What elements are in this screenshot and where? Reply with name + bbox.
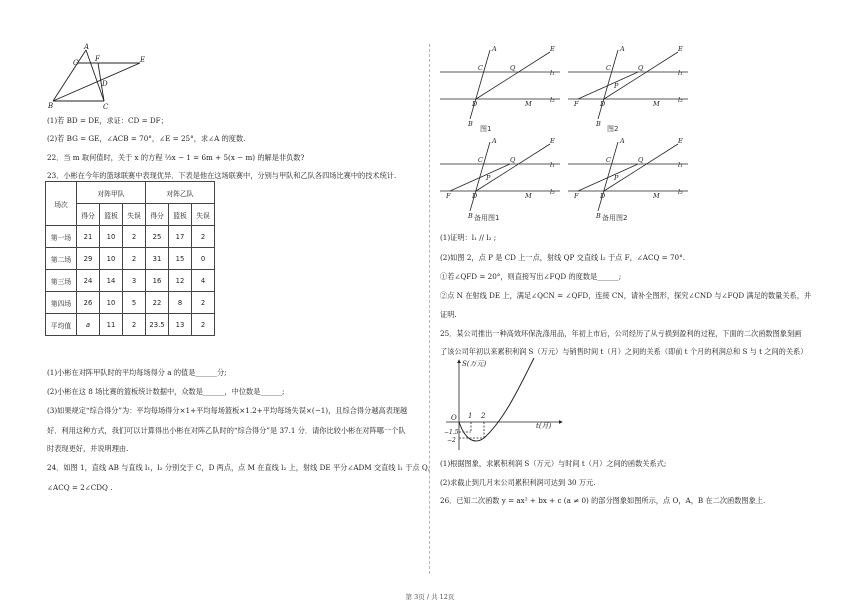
table-cell: 15	[169, 248, 192, 270]
graph-tick-1: 1	[468, 412, 473, 420]
table-row	[46, 248, 215, 270]
table-cell: 2	[123, 248, 146, 270]
q25-line1: 25．某公司推出一种高效环保洗涤用品，年初上市后，公司经历了从亏损到盈利的过程，下面的二次函数图象刻画	[440, 329, 802, 338]
stats-table	[45, 181, 215, 336]
graph-origin: O	[451, 414, 457, 422]
q25-part1: (1)根据图象，求累积利润 S（万元）与时间 t（月）之间的函数关系式;	[440, 459, 667, 468]
table-cell: 2	[192, 292, 215, 314]
svg-text:P: P	[614, 82, 619, 90]
q21-part1: (1)若 BD = DE，求证：CD = DF；	[47, 116, 168, 125]
sub-header: 篮板	[169, 204, 192, 226]
svg-text:E: E	[678, 137, 683, 145]
svg-text:l₂: l₂	[550, 188, 555, 196]
svg-text:Q: Q	[638, 64, 644, 72]
svg-text:B: B	[596, 120, 601, 128]
group-b-header: 对阵乙队	[146, 182, 215, 204]
table-cell: 10	[100, 226, 123, 248]
q23-part1: (1)小彬在对阵甲队时的平均每场得分 a 的值是______分;	[47, 368, 227, 377]
table-cell: 23.5	[146, 314, 169, 336]
svg-text:M: M	[525, 100, 532, 108]
graph-tick-2: 2	[481, 412, 486, 420]
column-divider	[429, 44, 430, 574]
sub-header: 失误	[192, 204, 215, 226]
q24-line2: ∠ACQ = 2∠CDQ .	[47, 483, 113, 492]
table-cell: 16	[146, 270, 169, 292]
q22-text: 22．当 m 取何值时，关于 x 的方程 ⅔x − 1 = 6m + 5(x − m) 的解是非负数?	[47, 153, 305, 162]
table-cell: 2	[123, 226, 146, 248]
figure-1	[440, 44, 565, 134]
table-row	[46, 226, 215, 248]
table-cell: 10	[100, 292, 123, 314]
table-cell: 22	[146, 292, 169, 314]
q23-part3-line3: 时表现更好，并说明理由.	[47, 444, 129, 453]
table-cell: 第四场	[46, 292, 77, 314]
table-corner: 场次	[46, 182, 77, 226]
table-cell: 24	[77, 270, 100, 292]
svg-text:l₁: l₁	[678, 161, 683, 169]
svg-text:F: F	[95, 55, 100, 63]
table-cell: 2	[192, 314, 215, 336]
svg-text:B: B	[468, 212, 473, 220]
table-cell: 第三场	[46, 270, 77, 292]
fig2-label: 图2	[607, 125, 619, 133]
table-cell: 21	[77, 226, 100, 248]
svg-text:C: C	[606, 64, 611, 72]
fig1-label: 图1	[480, 125, 492, 133]
table-cell: 5	[123, 292, 146, 314]
table-cell: 26	[77, 292, 100, 314]
svg-text:D: D	[472, 100, 478, 108]
group-a-header: 对阵甲队	[77, 182, 146, 204]
spare-figure-1	[440, 136, 565, 226]
svg-text:l₂: l₂	[678, 188, 683, 196]
q24-part2-sub2: ②点 N 在射线 DE 上，满足∠QCN = ∠QFD，连接 CN，请补全图形，探究∠CND 与∠FQD 满足的数量关系，并	[440, 291, 812, 300]
table-cell: 第二场	[46, 248, 77, 270]
table-cell: 0	[192, 248, 215, 270]
q25-line2: 了该公司年初以来累积利润 S（万元）与销售时间 t（月）之间的关系（即前 t 个月的利润总和 S 与 t 之间的关系）	[440, 347, 808, 356]
svg-text:E: E	[678, 45, 683, 53]
sub-header: 得分	[77, 204, 100, 226]
table-cell: 第一场	[46, 226, 77, 248]
svg-text:E: E	[140, 56, 146, 64]
svg-text:l₂: l₂	[550, 96, 555, 104]
svg-text:A: A	[84, 43, 90, 51]
svg-text:F: F	[446, 192, 451, 200]
svg-text:A: A	[492, 45, 497, 53]
svg-text:Q: Q	[510, 156, 516, 164]
svg-text:C: C	[103, 103, 109, 111]
table-row	[46, 314, 215, 336]
q26-text: 26．已知二次函数 y = ax² + bx + c (a ≠ 0) 的部分图象如图所示，点 O，A，B 在二次函数图象上.	[440, 496, 766, 505]
table-cell: 2	[192, 226, 215, 248]
graph-ylabel: S(万元)	[462, 360, 487, 368]
table-cell: 14	[100, 270, 123, 292]
svg-text:C: C	[606, 156, 611, 164]
table-cell: 4	[192, 270, 215, 292]
svg-text:E: E	[550, 45, 555, 53]
page-footer: 第 3页 / 共 12页	[405, 593, 455, 601]
svg-text:Q: Q	[638, 156, 644, 164]
svg-text:M: M	[525, 192, 532, 200]
svg-text:D: D	[102, 80, 108, 88]
svg-text:D: D	[472, 192, 478, 200]
table-cell: 29	[77, 248, 100, 270]
svg-text:l₁: l₁	[550, 161, 555, 169]
svg-text:F: F	[574, 100, 579, 108]
graph-xlabel: t(月)	[536, 422, 552, 430]
q23-part2: (2)小彬在这 8 场比赛的篮板统计数据中，众数是______，中位数是______;	[47, 387, 285, 396]
q25-part2: (2)求截止到几月末公司累积利润可达到 30 万元.	[440, 478, 596, 487]
spare-figure-2	[568, 136, 693, 226]
q24-part2: (2)如图 2，点 P 是 CD 上一点，射线 QP 交直线 l₂ 于点 F，∠ACQ = 70°.	[440, 253, 686, 262]
table-cell: 17	[169, 226, 192, 248]
sub-header: 篮板	[100, 204, 123, 226]
graph-tick-neg2: −2	[447, 437, 456, 444]
table-cell: 25	[146, 226, 169, 248]
svg-text:P: P	[614, 174, 619, 182]
svg-text:P: P	[486, 174, 491, 182]
svg-text:M: M	[653, 100, 660, 108]
svg-text:B: B	[48, 102, 54, 110]
q24-part2-sub1: ①若∠QFD = 20°，则直接写出∠FQD 的度数是______;	[440, 272, 622, 281]
q23-part3-line1: (3)如果规定“综合得分”为：平均每场得分×1+平均每场篮板×1.2+平均每场失误×(−1)，且综合得分越高表现越	[47, 406, 408, 415]
q21-part2: (2)若 BG = GE，∠ACB = 70°，∠E = 25°，求∠A 的度数.	[47, 134, 246, 143]
table-cell: 3	[123, 270, 146, 292]
graph-tick-neg15: −1.5	[444, 429, 459, 436]
table-cell: 2	[123, 314, 146, 336]
svg-text:G: G	[73, 59, 79, 67]
table-cell: 12	[169, 270, 192, 292]
q24-part2-sub2-end: 证明.	[440, 310, 457, 319]
svg-text:C: C	[478, 156, 483, 164]
svg-text:D: D	[600, 100, 606, 108]
table-cell: 平均值	[46, 314, 77, 336]
svg-text:D: D	[600, 192, 606, 200]
svg-text:A: A	[620, 137, 625, 145]
svg-text:E: E	[550, 137, 555, 145]
svg-text:F: F	[574, 192, 579, 200]
q23-part3-line2: 好．利用这种方式，我们可以计算得出小彬在对阵乙队时的“综合得分”是 37.1 分．请你比较小彬在对阵哪一个队	[47, 426, 406, 435]
table-cell: 8	[169, 292, 192, 314]
q23-intro: 23．小彬在今年的篮球联赛中表现优异．下表是他在这场联赛中，分别与甲队和乙队各四场比赛中的技术统计.	[47, 171, 397, 180]
sub-header: 失误	[123, 204, 146, 226]
table-cell: 13	[169, 314, 192, 336]
spare-fig2-label: 备用图2	[602, 214, 628, 222]
svg-text:A: A	[620, 45, 625, 53]
table-cell: 31	[146, 248, 169, 270]
q24-line1: 24．如图 1，直线 AB 与直线 l₁，l₂ 分别交于 C，D 两点，点 M 在直线 l₂ 上，射线 DE 平分∠ADM 交直线 l₁ 于点 Q，	[47, 463, 435, 472]
table-cell: 10	[100, 248, 123, 270]
spare-fig1-label: 备用图1	[474, 214, 500, 222]
svg-text:B: B	[596, 212, 601, 220]
figure-2	[568, 44, 693, 134]
svg-text:M: M	[653, 192, 660, 200]
q24-part1: (1)证明：l₁ // l₂ ;	[440, 233, 497, 242]
table-row	[46, 292, 215, 314]
svg-text:B: B	[468, 120, 473, 128]
profit-graph	[444, 358, 564, 456]
triangle-figure	[48, 44, 158, 110]
table-row	[46, 270, 215, 292]
sub-header: 得分	[146, 204, 169, 226]
table-cell: a	[77, 314, 100, 336]
svg-text:Q: Q	[510, 64, 516, 72]
svg-text:l₂: l₂	[678, 96, 683, 104]
table-cell: 11	[100, 314, 123, 336]
svg-text:l₁: l₁	[550, 69, 555, 77]
svg-text:A: A	[492, 137, 497, 145]
svg-text:l₁: l₁	[678, 69, 683, 77]
svg-text:C: C	[478, 64, 483, 72]
